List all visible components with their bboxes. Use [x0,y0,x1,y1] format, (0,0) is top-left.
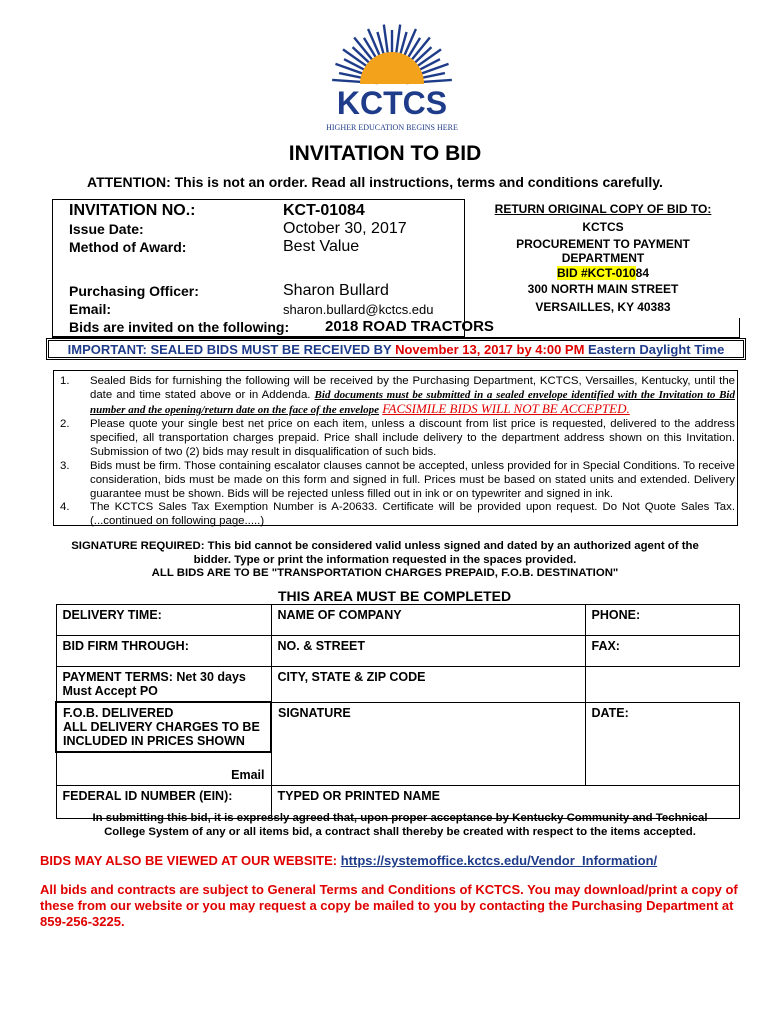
phone-field[interactable] [585,605,739,636]
facsimile-warning: FACSIMILE BIDS WILL NOT BE ACCEPTED. [382,401,630,416]
officer-email[interactable]: sharon.bullard@kctcs.edu [283,302,434,317]
signature-required-notice [40,540,730,581]
term-number: 2. [60,418,70,430]
empty-cell [585,667,739,703]
city-state-zip-label: CITY, STATE & ZIP CODE [277,670,426,684]
email-label: Email: [69,301,112,317]
date-label: DATE: [591,705,629,720]
delivery-time-field[interactable] [56,605,271,636]
term-number: 3. [60,460,70,472]
return-line-1: KCTCS [582,220,624,234]
acceptance-line-1: In submitting this bid, it is expressly agreed that, upon proper acceptance by Kentucky Community and Technical [92,812,708,824]
important-part-1: IMPORTANT: SEALED BIDS MUST BE RECEIVED BY [67,342,396,357]
return-address-box [468,199,738,335]
must-accept-po: Must Accept PO [62,684,158,698]
fob-line-3: INCLUDED IN PRICES SHOWN [63,734,245,748]
bids-invited-label: Bids are invited on the following: [69,319,290,335]
acceptance-line-2: College System of any or all items bid, a contract shall thereby be created with respect to the items accepted. [104,825,696,838]
term-number: 4. [60,501,70,513]
sig-line-3: ALL BIDS ARE TO BE "TRANSPORTATION CHARGES PREPAID, F.O.B. DESTINATION" [151,567,619,579]
term-1-envelope-note: Bid documents must be submitted in a sealed envelope identified with the Invitation to Bid number and the opening/return date on the face of the envelope [90,389,735,416]
return-line-3: DEPARTMENT [561,251,645,265]
city-state-zip-field[interactable] [271,667,585,703]
company-name-label: NAME OF COMPANY [277,608,402,622]
website-label: BIDS MAY ALSO BE VIEWED AT OUR WEBSITE: [40,853,341,868]
bid-firm-label: BID FIRM THROUGH: [62,639,189,653]
street-label: NO. & STREET [277,639,366,653]
term-number: 1. [60,375,70,387]
invitation-no-value: KCT-01084 [283,202,365,219]
typed-name-label: TYPED OR PRINTED NAME [277,788,441,803]
payment-terms: PAYMENT TERMS: Net 30 days [62,670,246,684]
page-title: INVITATION TO BID [288,142,482,165]
bid-number-suffix: 84 [635,266,650,280]
street-field[interactable] [271,636,585,667]
sig-line-1: SIGNATURE REQUIRED: This bid cannot be considered valid unless signed and dated by an authorized agent of the [71,540,699,552]
payment-terms-cell [56,667,271,703]
fob-line-2: ALL DELIVERY CHARGES TO BE [63,720,260,734]
website-notice [40,853,657,868]
email-field-label: Email [231,767,265,782]
issue-date-label: Issue Date: [69,221,144,237]
company-name-field[interactable] [271,605,585,636]
acceptance-note [60,812,740,839]
sig-line-2: bidder. Type or print the information requested in the spaces provided. [193,553,577,566]
phone-label: PHONE: [591,608,641,622]
kctcs-logo [312,18,472,136]
form-heading: THIS AREA MUST BE COMPLETED [278,588,512,604]
method-label: Method of Award: [69,239,187,255]
bids-item: 2018 ROAD TRACTORS [325,318,494,335]
return-line-6: VERSAILLES, KY 40383 [535,300,671,314]
officer-value: Sharon Bullard [283,282,389,299]
logo-wordmark: KCTCS [336,85,448,121]
term-text: Bids must be firm. Those containing escalator clauses cannot be accepted, unless provided for in Special Conditions. To receive consideration, bids must be made on this form and signed in full. Prices must be based on stated units and extended. Delivery guarantee must be shown. Bids will be rejected unless filled out in ink or on typewriter and signed in ink. [90,460,735,500]
date-field[interactable] [585,702,739,785]
term-text [90,374,735,417]
bid-number-highlight: BID #KCT-010 [556,266,636,280]
bid-firm-field[interactable] [56,636,271,667]
general-terms-notice: All bids and contracts are subject to General Terms and Conditions of KCTCS. You may download/print a copy of these from our website or you may request a copy be mailed to you by contacting the Purchasing Department at 859-256-3225. [40,882,738,929]
terms-list [53,370,738,526]
sunburst-logo-icon [312,18,472,136]
important-deadline [46,338,746,360]
deadline-date: November 13, 2017 by 4:00 PM [395,342,585,357]
issue-date-value: October 30, 2017 [283,220,407,237]
vendor-info-link[interactable]: https://systemoffice.kctcs.edu/Vendor_Information/ [340,853,658,868]
term-1-text: Sealed Bids for furnishing the following will be received by the Purchasing Department, KCTCS, Versailles, Kentucky, until the date and time stated above or in Addenda. [90,375,735,401]
attention-notice: ATTENTION: This is not an order. Read all instructions, terms and conditions carefully. [87,174,663,190]
signature-field[interactable] [271,702,585,785]
fob-delivered-box [56,702,271,752]
term-text: Please quote your single best net price on each item, unless a discount from list price is requested, delivered to the address specified, all transportation charges prepaid. Price shall include delivery to the department address shown on this Invitation. Submission of two (2) bids may result in disqualification of such bids. [90,418,735,458]
delivery-time-label: DELIVERY TIME: [62,608,162,622]
return-heading: RETURN ORIGINAL COPY OF BID TO: [494,202,712,216]
term-text: The KCTCS Sales Tax Exemption Number is A-20633. Certificate will be provided upon request. Do Not Quote Sales Tax. (...continued on following page.....) [90,501,735,527]
email-field[interactable] [56,752,271,785]
fax-field[interactable] [585,636,739,667]
invitation-details-box [52,199,465,337]
vendor-form-table [55,604,740,819]
fob-line-1: F.O.B. DELIVERED [63,706,174,720]
logo-tagline: HIGHER EDUCATION BEGINS HERE [326,123,458,132]
return-line-2: PROCUREMENT TO PAYMENT [516,237,690,251]
fax-label: FAX: [591,639,620,653]
officer-label: Purchasing Officer: [69,283,199,299]
signature-label: SIGNATURE [278,705,351,720]
return-bid-number [468,266,738,280]
return-line-5: 300 NORTH MAIN STREET [527,282,679,296]
federal-id-label: FEDERAL ID NUMBER (EIN): [62,788,233,803]
important-part-3: Eastern Daylight Time [584,342,725,357]
method-value: Best Value [283,238,360,255]
invitation-no-label: INVITATION NO.: [69,202,196,219]
